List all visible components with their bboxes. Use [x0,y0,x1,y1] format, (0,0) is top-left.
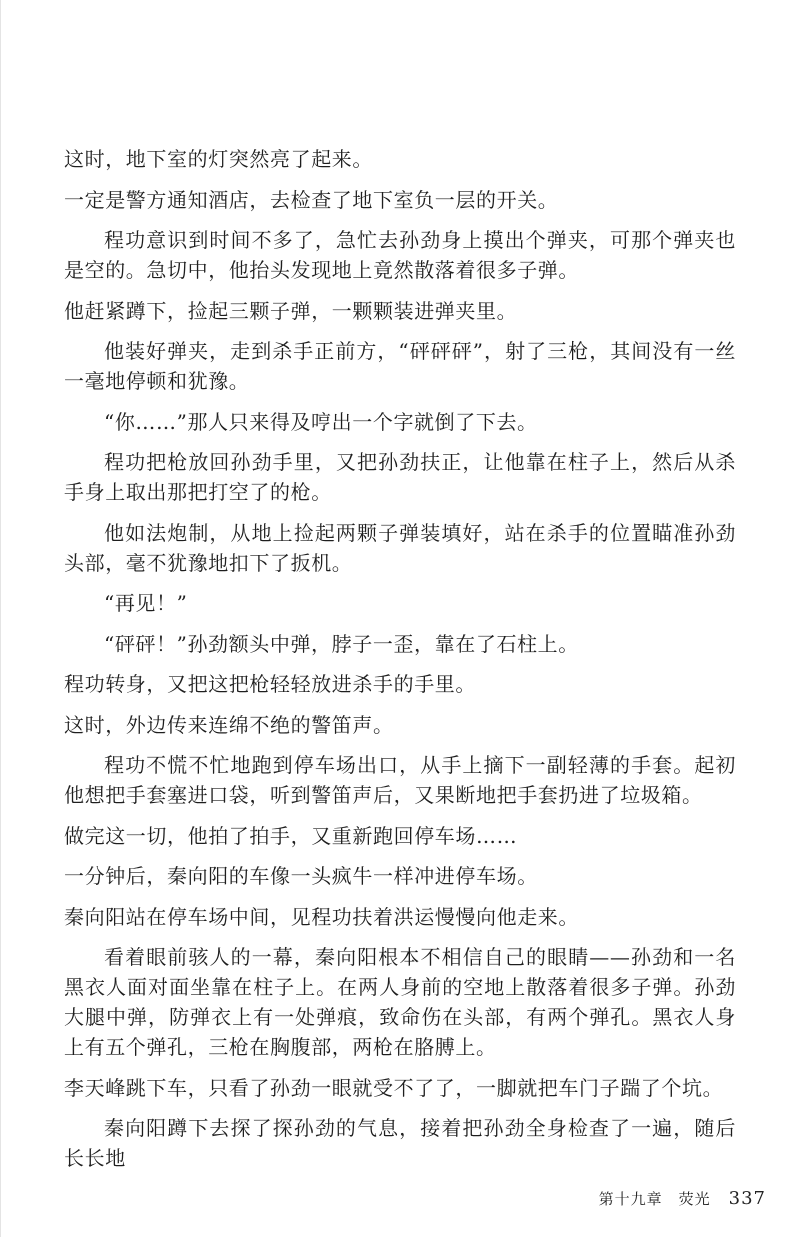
chapter-body [64,144,736,1184]
paragraph: 看着眼前骇人的一幕，秦向阳根本不相信自己的眼睛——孙劲和一名黑衣人面对面坐靠在柱子上。在两人身前的空地上散落着很多子弹。孙劲大腿中弹，防弹衣上有一处弹痕，致命伤在头部，有两个弹孔。黑衣人身上有五个弹孔，三枪在胸腹部，两枪在胳膊上。 [64,945,736,1059]
page-number: 337 [728,1188,766,1209]
paragraph: 程功不慌不忙地跑到停车场出口，从手上摘下一副轻薄的手套。起初他想把手套塞进口袋，听到警笛声后，又果断地把手套扔进了垃圾箱。 [64,753,736,807]
paragraph: 他赶紧蹲下，捡起三颗子弹，一颗颗装进弹夹里。 [64,298,518,323]
paragraph: 一分钟后，秦向阳的车像一头疯牛一样冲进停车场。 [64,864,538,888]
paragraph: 他如法炮制，从地上捡起两颗子弹装填好，站在杀手的位置瞄准孙劲头部，毫不犹豫地扣下了扳机。 [64,520,736,575]
paragraph: “你……”那人只来得及哼出一个字就倒了下去。 [104,409,538,434]
paragraph: 程功意识到时间不多了，急忙去孙劲身上摸出个弹夹，可那个弹夹也是空的。急切中，他抬头发现地上竟然散落着很多子弹。 [64,228,736,282]
paragraph: 李天峰跳下车，只看了孙劲一眼就受不了了，一脚就把车门子踹了个坑。 [64,1075,724,1100]
paragraph: 一定是警方通知酒店，去检查了地下室负一层的开关。 [64,187,559,212]
paragraph: 做完这一切，他拍了拍手，又重新跑回停车场…… [64,823,518,848]
paragraph: 这时，地下室的灯突然亮了起来。 [64,147,373,171]
running-footer-chapter: 第十九章 荧光 [598,1190,711,1208]
paragraph: 这时，外边传来连绵不绝的警笛声。 [64,712,394,737]
paragraph: 程功转身，又把这把枪轻轻放进杀手的手里。 [64,672,476,696]
paragraph: “再见！” [104,591,188,615]
paragraph: 秦向阳蹲下去探了探孙劲的气息，接着把孙劲全身检查了一遍，随后长长地 [64,1116,736,1170]
paragraph: 程功把枪放回孙劲手里，又把孙劲扶正，让他靠在柱子上，然后从杀手身上取出那把打空了的枪。 [64,450,736,504]
paragraph: 秦向阳站在停车场中间，见程功扶着洪运慢慢向他走来。 [64,904,579,929]
paragraph: “砰砰！”孙劲额头中弹，脖子一歪，靠在了石柱上。 [104,631,579,656]
page-footer [599,1188,766,1214]
paragraph: 他装好弹夹，走到杀手正前方，“砰砰砰”，射了三枪，其间没有一丝一毫地停顿和犹豫。 [64,339,736,393]
